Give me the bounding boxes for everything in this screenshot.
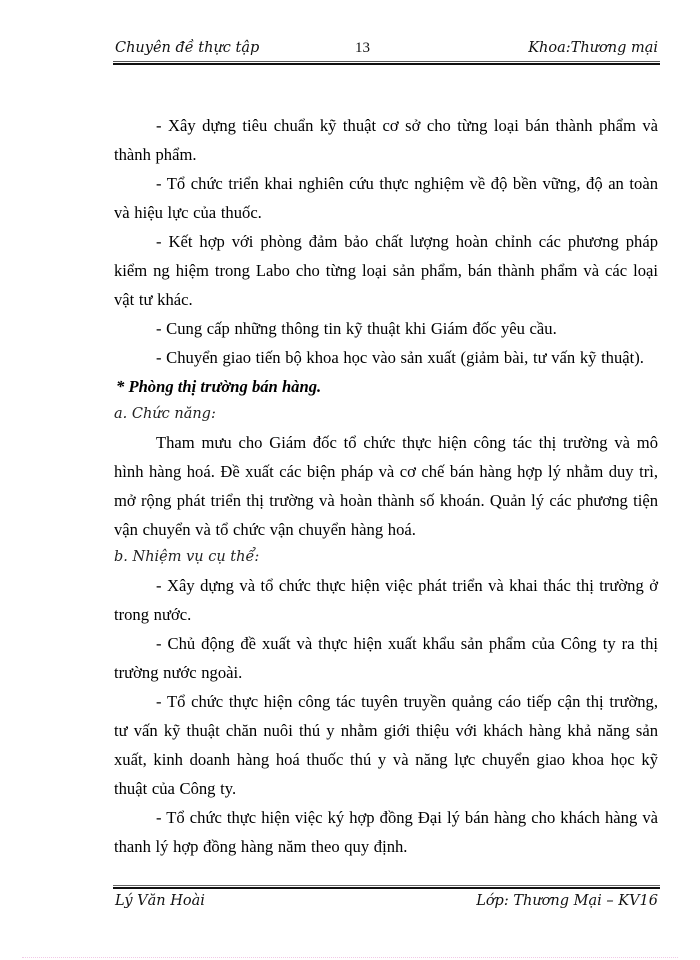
paragraph: - Chuyển giao tiến bộ khoa học vào sản xuất (giảm bài, tư vấn kỹ thuật).: [156, 348, 644, 367]
header-rule-thick: [113, 63, 660, 65]
footer-rule-thin: [113, 885, 660, 886]
page-boundary-dotted-line: [22, 957, 678, 958]
page-number: 13: [355, 40, 370, 56]
footer-rule-thick: [113, 887, 660, 889]
footer-class: Lớp: Thương Mại – KV16: [476, 893, 658, 909]
duty-item: - Xây dựng và tổ chức thực hiện việc phát triển và khai thác thị trường ở trong nước.: [114, 576, 658, 624]
section-heading: * Phòng thị trường bán hàng.: [116, 377, 322, 396]
paragraph: - Xây dựng tiêu chuẩn kỹ thuật cơ sở cho từng loại bán thành phẩm và thành phẩm.: [114, 116, 658, 164]
page-body: [114, 111, 658, 861]
paragraph: - Tổ chức triển khai nghiên cứu thực nghiệm về độ bền vững, độ an toàn và hiệu lực của thuốc.: [114, 174, 658, 222]
paragraph: - Cung cấp những thông tin kỹ thuật khi Giám đốc yêu cầu.: [156, 319, 557, 338]
duty-item: - Tổ chức thực hiện công tác tuyên truyền quảng cáo tiếp cận thị trường, tư vấn kỹ thuật chăn nuôi thú y nhằm giới thiệu với khách hàng khả năng sản xuất, kinh doanh hàng hoá thuốc thú y và năng lực chuyển giao khoa học kỹ thuật của Công ty.: [114, 692, 658, 798]
paragraph: - Kết hợp với phòng đảm bảo chất lượng hoàn chỉnh các phương pháp kiểm ng hiệm trong Labo cho từng loại sản phẩm, bán thành phẩm và các loại vật tư khác.: [114, 232, 658, 309]
duty-item: - Tổ chức thực hiện việc ký hợp đồng Đại lý bán hàng cho khách hàng và thanh lý hợp đồng hàng năm theo quy định.: [114, 808, 658, 856]
header-rule-thin: [113, 61, 660, 62]
function-subheading: a. Chức năng:: [114, 406, 216, 422]
page-header: [113, 38, 660, 60]
page-footer: [113, 893, 660, 915]
footer-author: Lý Văn Hoài: [115, 893, 205, 909]
header-faculty: Khoa:Thương mại: [528, 40, 658, 56]
duties-subheading: b. Nhiệm vụ cụ thể:: [114, 549, 260, 565]
function-paragraph: Tham mưu cho Giám đốc tổ chức thực hiện công tác thị trường và mô hình hàng hoá. Đề xuất các biện pháp và cơ chế bán hàng hợp lý nhằm duy trì, mở rộng phát triển thị trường và hoàn thành số khoán. Quản lý các phương tiện vận chuyển và tổ chức vận chuyển hàng hoá.: [114, 433, 658, 539]
header-document-title: Chuyên đề thực tập: [115, 40, 260, 56]
duty-item: - Chủ động đề xuất và thực hiện xuất khẩu sản phẩm của Công ty ra thị trường nước ngoài.: [114, 634, 658, 682]
